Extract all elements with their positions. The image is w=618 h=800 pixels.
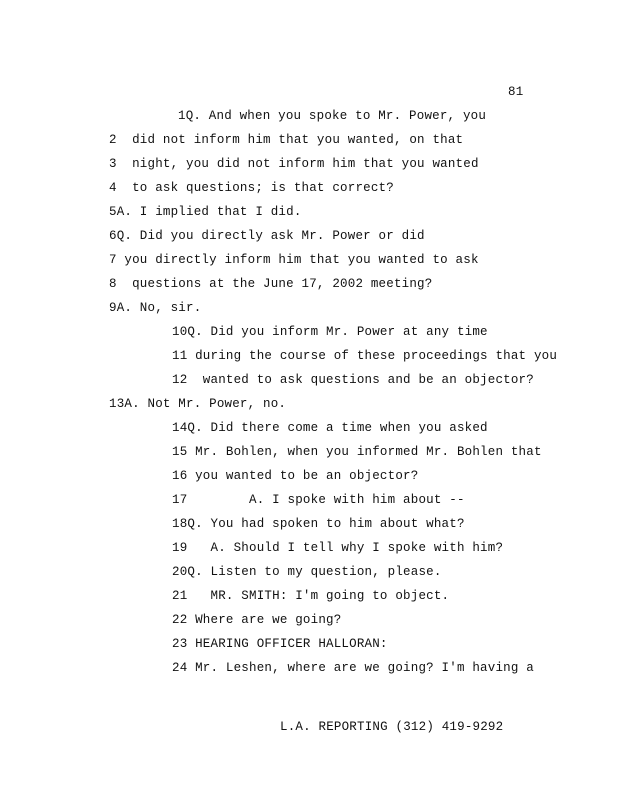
transcript-line-13: 13A. Not Mr. Power, no. bbox=[109, 397, 287, 411]
transcript-line-11: 11 during the course of these proceedings that you bbox=[172, 349, 558, 363]
transcript-line-24: 24 Mr. Leshen, where are we going? I'm having a bbox=[172, 661, 534, 675]
transcript-line-19: 19 A. Should I tell why I spoke with him? bbox=[172, 541, 504, 555]
page-number: 81 bbox=[508, 85, 524, 99]
transcript-line-12: 12 wanted to ask questions and be an objector? bbox=[172, 373, 534, 387]
transcript-line-10: 10Q. Did you inform Mr. Power at any time bbox=[172, 325, 488, 339]
transcript-line-9: 9A. No, sir. bbox=[109, 301, 202, 315]
transcript-line-20: 20Q. Listen to my question, please. bbox=[172, 565, 442, 579]
transcript-line-5: 5A. I implied that I did. bbox=[109, 205, 302, 219]
transcript-line-4: 4 to ask questions; is that correct? bbox=[109, 181, 394, 195]
transcript-line-17: 17 A. I spoke with him about -- bbox=[172, 493, 465, 507]
transcript-line-8: 8 questions at the June 17, 2002 meeting? bbox=[109, 277, 433, 291]
transcript-line-3: 3 night, you did not inform him that you wanted bbox=[109, 157, 479, 171]
transcript-line-15: 15 Mr. Bohlen, when you informed Mr. Bohlen that bbox=[172, 445, 542, 459]
transcript-line-7: 7 you directly inform him that you wanted to ask bbox=[109, 253, 479, 267]
transcript-line-2: 2 did not inform him that you wanted, on that bbox=[109, 133, 464, 147]
transcript-line-22: 22 Where are we going? bbox=[172, 613, 342, 627]
transcript-line-16: 16 you wanted to be an objector? bbox=[172, 469, 419, 483]
transcript-line-1: 1Q. And when you spoke to Mr. Power, you bbox=[178, 109, 487, 123]
transcript-line-18: 18Q. You had spoken to him about what? bbox=[172, 517, 465, 531]
transcript-line-21: 21 MR. SMITH: I'm going to object. bbox=[172, 589, 450, 603]
reporter-footer: L.A. REPORTING (312) 419-9292 bbox=[280, 720, 504, 734]
transcript-line-23: 23 HEARING OFFICER HALLORAN: bbox=[172, 637, 388, 651]
transcript-line-14: 14Q. Did there come a time when you asked bbox=[172, 421, 488, 435]
transcript-line-6: 6Q. Did you directly ask Mr. Power or did bbox=[109, 229, 425, 243]
